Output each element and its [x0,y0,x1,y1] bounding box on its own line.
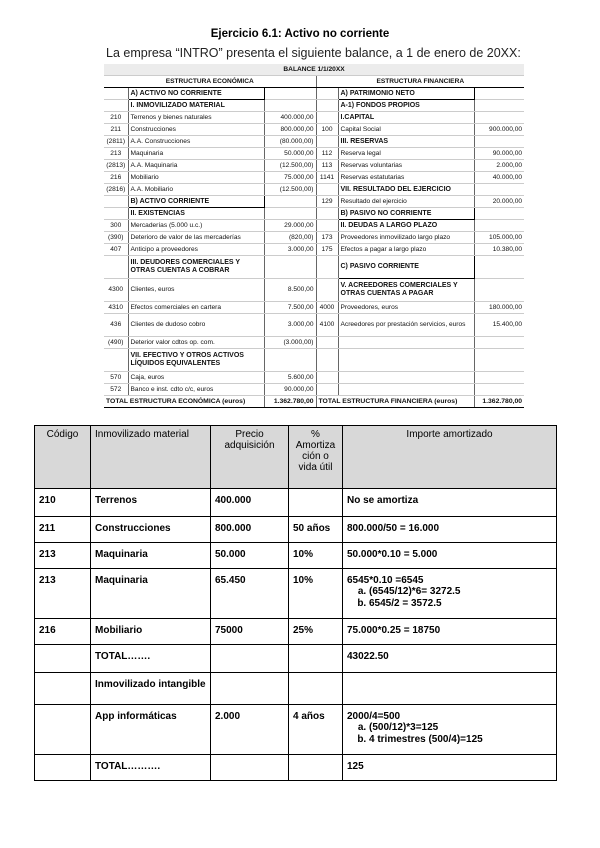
header-amount: Importe amortizado [343,426,557,489]
account-code: 216 [104,172,128,184]
cell-price [211,755,289,781]
account-name: Clientes de dudoso cobro [128,314,264,337]
balance-row [104,337,524,349]
account-code [104,256,128,279]
account-name: A) PATRIMONIO NETO [338,88,474,100]
cell-asset: App informáticas [91,705,211,755]
account-code [316,208,338,220]
account-amount: 105.000,00 [474,232,524,244]
account-amount [474,100,524,112]
account-amount: 15.400,00 [474,314,524,337]
account-amount: 3.000,00 [264,314,316,337]
cell-price: 50.000 [211,543,289,569]
account-name: Reservas voluntarias [338,160,474,172]
account-name: Proveedores, euros [338,302,474,314]
account-amount [474,384,524,396]
account-amount [474,208,524,220]
balance-row [104,279,524,302]
balance-row [104,124,524,136]
balance-total-row [104,396,524,408]
account-name: Caja, euros [128,372,264,384]
account-code: 1141 [316,172,338,184]
balance-row [104,172,524,184]
balance-row [104,184,524,196]
account-name: Reserva legal [338,148,474,160]
account-name: A) ACTIVO NO CORRIENTE [128,88,264,100]
cell-amount [343,673,557,705]
header-price: Precio adquisición [211,426,289,489]
calc-b: b. 4 trimestres (500/4)=125 [369,734,552,746]
cell-amount: 800.000/50 = 16.000 [343,517,557,543]
account-code [316,349,338,372]
cell-pct [289,755,343,781]
account-amount [474,220,524,232]
account-name: Clientes, euros [128,279,264,302]
balance-row [104,256,524,279]
account-code [316,100,338,112]
calc-a: a. (6545/12)*6= 3272.5 [369,586,552,598]
account-name: III. RESERVAS [338,136,474,148]
account-name: Efectos comerciales en cartera [128,302,264,314]
account-code: 4300 [104,279,128,302]
calc-list [347,722,552,746]
cell-price: 800.000 [211,517,289,543]
account-name: Construcciones [128,124,264,136]
account-code [316,372,338,384]
account-code [316,136,338,148]
account-amount [264,196,316,208]
account-code: 572 [104,384,128,396]
left-heading: ESTRUCTURA ECONÓMICA [104,76,316,88]
account-code [316,88,338,100]
account-code: 175 [316,244,338,256]
account-name: Deterioro de valor de las mercaderías [128,232,264,244]
account-name: Acreedores por prestación servicios, euros [338,314,474,337]
account-amount: 50.000,00 [264,148,316,160]
balance-row [104,302,524,314]
account-name: C) PASIVO CORRIENTE [338,256,474,279]
account-code [316,256,338,279]
account-name: III. DEUDORES COMERCIALES Y OTRAS CUENTAS A COBRAR [128,256,264,279]
account-name: II. DEUDAS A LARGO PLAZO [338,220,474,232]
account-code: 173 [316,232,338,244]
account-amount: 20.000,00 [474,196,524,208]
account-amount: 90.000,00 [474,148,524,160]
account-amount: (12.500,00) [264,184,316,196]
account-code [316,220,338,232]
table-row [35,489,557,517]
cell-asset: Construcciones [91,517,211,543]
account-amount [264,100,316,112]
cell-code: 211 [35,517,91,543]
total-row [35,645,557,673]
account-code: (2813) [104,160,128,172]
account-code: 570 [104,372,128,384]
cell-pct: 10% [289,543,343,569]
account-name: Anticipo a proveedores [128,244,264,256]
account-name: I.CAPITAL [338,112,474,124]
account-name: VII. EFECTIVO Y OTROS ACTIVOS LÍQUIDOS EQUIVALENTES [128,349,264,372]
account-amount: 8.500,00 [264,279,316,302]
table-row [35,673,557,705]
cell-code [35,755,91,781]
account-name: Deterior valor cdtos op. com. [128,337,264,349]
account-code [104,196,128,208]
account-amount [474,184,524,196]
account-name: VII. RESULTADO DEL EJERCICIO [338,184,474,196]
cell-code: 213 [35,569,91,619]
total-value: 43022.50 [343,645,557,673]
cell-pct [289,645,343,673]
account-amount [474,337,524,349]
account-amount: 40.000,00 [474,172,524,184]
account-name [338,337,474,349]
cell-code [35,705,91,755]
account-name [338,384,474,396]
account-code [316,384,338,396]
cell-code: 216 [35,619,91,645]
account-code [316,112,338,124]
calc-list [347,586,552,610]
amort-header-row [35,426,557,489]
balance-row [104,372,524,384]
total-label: TOTAL……. [91,645,211,673]
cell-amount: 75.000*0.25 = 18750 [343,619,557,645]
account-amount [264,256,316,279]
balance-row [104,136,524,148]
account-code [316,337,338,349]
account-amount [264,88,316,100]
account-name: A-1) FONDOS PROPIOS [338,100,474,112]
cell-code: 213 [35,543,91,569]
table-row [35,705,557,755]
account-name: A.A. Mobiliario [128,184,264,196]
account-code: 436 [104,314,128,337]
calc-a: a. (500/12)*3=125 [369,722,552,734]
total-label: TOTAL………. [91,755,211,781]
right-heading: ESTRUCTURA FINANCIERA [316,76,524,88]
section-intangible: Inmovilizado intangible [91,673,211,705]
account-amount [474,279,524,302]
account-code: (2811) [104,136,128,148]
account-name: V. ACREEDORES COMERCIALES Y OTRAS CUENTAS A PAGAR [338,279,474,302]
account-amount: (12.500,00) [264,160,316,172]
account-amount [474,349,524,372]
intro-text: La empresa “INTRO” presenta el siguiente balance, a 1 de enero de 20XX: [106,46,521,60]
cell-asset: Maquinaria [91,543,211,569]
account-amount: 180.000,00 [474,302,524,314]
account-name: Terrenos y bienes naturales [128,112,264,124]
account-name: B) PASIVO NO CORRIENTE [338,208,474,220]
cell-code: 210 [35,489,91,517]
account-amount: (3.000,00) [264,337,316,349]
cell-price [211,645,289,673]
cell-asset: Mobiliario [91,619,211,645]
account-name: B) ACTIVO CORRIENTE [128,196,264,208]
table-row [35,569,557,619]
account-code: (490) [104,337,128,349]
cell-amount: 50.000*0.10 = 5.000 [343,543,557,569]
total-row [35,755,557,781]
cell-code [35,673,91,705]
cell-price [211,673,289,705]
account-name: Capital Social [338,124,474,136]
account-name: Resultado del ejercicio [338,196,474,208]
balance-row [104,349,524,372]
account-name: Proveedores inmovilizado largo plazo [338,232,474,244]
account-code: 129 [316,196,338,208]
cell-asset: Maquinaria [91,569,211,619]
cell-price: 65.450 [211,569,289,619]
balance-row [104,112,524,124]
account-name: A.A. Construcciones [128,136,264,148]
account-amount [474,136,524,148]
account-code: (390) [104,232,128,244]
account-code: 210 [104,112,128,124]
balance-row [104,384,524,396]
account-code: 112 [316,148,338,160]
cell-pct: 4 años [289,705,343,755]
account-amount: 7.500,00 [264,302,316,314]
cell-code [35,645,91,673]
account-code [104,88,128,100]
account-amount [474,88,524,100]
balance-row [104,148,524,160]
table-row [35,619,557,645]
balance-row [104,244,524,256]
cell-pct [289,489,343,517]
cell-pct: 50 años [289,517,343,543]
account-code [104,349,128,372]
account-code: 407 [104,244,128,256]
account-code: 4310 [104,302,128,314]
account-amount: 400.000,00 [264,112,316,124]
account-code: 100 [316,124,338,136]
account-amount [264,349,316,372]
cell-amount: No se amortiza [343,489,557,517]
balance-heading: BALANCE 1/1/20XX [104,64,524,76]
table-row [35,517,557,543]
account-code [104,208,128,220]
account-code: 113 [316,160,338,172]
balance-row [104,220,524,232]
account-amount: 75.000,00 [264,172,316,184]
account-amount: 10.380,00 [474,244,524,256]
account-code [316,184,338,196]
account-name: Maquinaria [128,148,264,160]
total-right-value: 1.362.780,00 [474,396,524,408]
account-amount: (80.000,00) [264,136,316,148]
total-right-label: TOTAL ESTRUCTURA FINANCIERA (euros) [316,396,474,408]
cell-pct [289,673,343,705]
total-left-value: 1.362.780,00 [264,396,316,408]
balance-row [104,100,524,112]
account-name: Efectos a pagar a largo plazo [338,244,474,256]
calc-main: 2000/4=500 [347,711,401,722]
account-code: 4100 [316,314,338,337]
total-left-label: TOTAL ESTRUCTURA ECONÓMICA (euros) [104,396,264,408]
account-amount [474,112,524,124]
account-amount: 3.000,00 [264,244,316,256]
balance-row [104,314,524,337]
header-asset: Inmovilizado material [91,426,211,489]
balance-body [104,88,524,396]
account-amount: 5.600,00 [264,372,316,384]
header-pct: % Amortiza ción o vida útil [289,426,343,489]
account-name: Reservas estatutarias [338,172,474,184]
header-code: Código [35,426,91,489]
account-name: II. EXISTENCIAS [128,208,264,220]
total-value: 125 [343,755,557,781]
balance-row [104,160,524,172]
cell-pct: 25% [289,619,343,645]
calc-main: 6545*0.10 =6545 [347,575,424,586]
calc-b: b. 6545/2 = 3572.5 [369,598,552,610]
account-code [104,100,128,112]
cell-asset: Terrenos [91,489,211,517]
account-name [338,372,474,384]
cell-price: 400.000 [211,489,289,517]
account-name [338,349,474,372]
balance-row [104,88,524,100]
cell-price: 2.000 [211,705,289,755]
cell-amount [343,569,557,619]
account-code: 213 [104,148,128,160]
account-code: 4000 [316,302,338,314]
account-amount [474,256,524,279]
balance-row [104,232,524,244]
table-row [35,543,557,569]
account-code: (2816) [104,184,128,196]
account-amount: 29.000,00 [264,220,316,232]
account-code: 300 [104,220,128,232]
balance-row [104,208,524,220]
account-code: 211 [104,124,128,136]
account-amount: 900.000,00 [474,124,524,136]
cell-price: 75000 [211,619,289,645]
page-title: Ejercicio 6.1: Activo no corriente [210,28,390,40]
account-name: A.A. Maquinaria [128,160,264,172]
account-amount: 800.000,00 [264,124,316,136]
account-name: Mobiliario [128,172,264,184]
account-amount: 90.000,00 [264,384,316,396]
account-name: Mercaderías (5.000 u.c.) [128,220,264,232]
account-name: I. INMOVILIZADO MATERIAL [128,100,264,112]
account-code [316,279,338,302]
cell-pct: 10% [289,569,343,619]
balance-row [104,196,524,208]
account-amount: (820,00) [264,232,316,244]
account-name: Banco e inst. cdto c/c, euros [128,384,264,396]
balance-sheet [104,64,524,408]
account-amount: 2.000,00 [474,160,524,172]
account-amount [474,372,524,384]
amortization-table [34,425,557,781]
account-amount [264,208,316,220]
cell-amount [343,705,557,755]
